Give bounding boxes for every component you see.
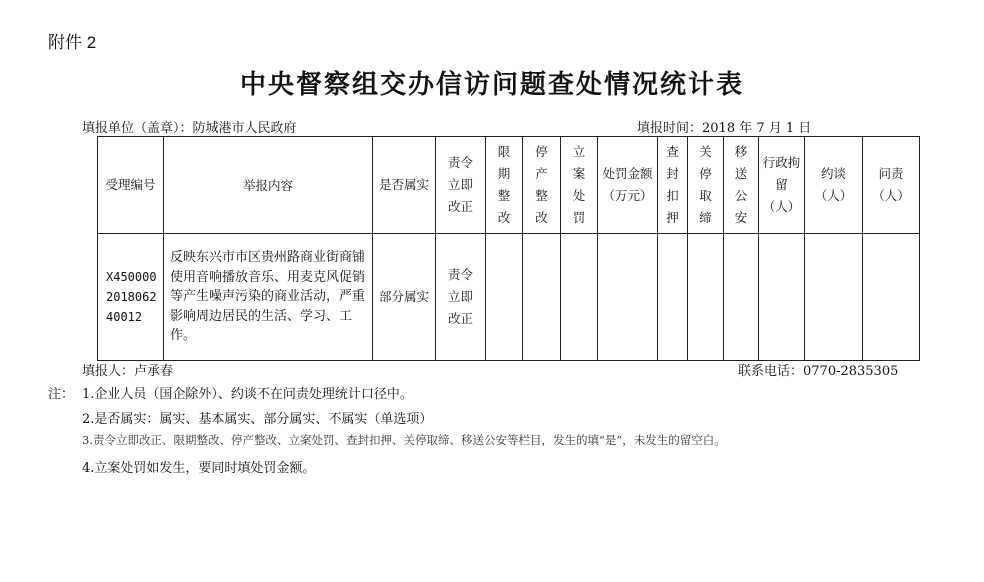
header-verified: 是否属实 bbox=[373, 137, 436, 234]
header-seize: 查封扣押 bbox=[658, 137, 688, 234]
cell-rectify: 责令立即改正 bbox=[436, 234, 486, 361]
table-header-row bbox=[98, 137, 920, 234]
page-title: 中央督察组交办信访问题查处情况统计表 bbox=[239, 70, 744, 100]
cell-detain bbox=[759, 234, 805, 361]
cell-seize bbox=[658, 234, 688, 361]
cell-verified: 部分属实 bbox=[373, 234, 436, 361]
contact-phone: 联系电话：0770-2835305 bbox=[738, 364, 899, 379]
header-file-penalty: 立案处罚 bbox=[561, 137, 598, 234]
header-suspend: 停产整改 bbox=[523, 137, 561, 234]
cell-case-no: X450000201806240012 bbox=[98, 234, 164, 361]
statistics-table bbox=[97, 136, 920, 361]
report-date: 填报时间：2018 年 7 月 1 日 bbox=[637, 121, 812, 136]
note-3: 3.责令立即改正、限期整改、停产整改、立案处罚、查封扣押、关停取缔、移送公安等栏目，发生的填“是”，未发生的留空白。 bbox=[82, 433, 726, 447]
header-detain: 行政拘留（人） bbox=[759, 137, 805, 234]
cell-deadline bbox=[486, 234, 523, 361]
cell-suspend bbox=[523, 234, 561, 361]
cell-transfer bbox=[724, 234, 759, 361]
notes-label: 注： bbox=[48, 387, 75, 402]
cell-close bbox=[688, 234, 724, 361]
cell-fine bbox=[598, 234, 658, 361]
header-case-no: 受理编号 bbox=[98, 137, 164, 234]
reporting-unit: 填报单位（盖章）：防城港市人民政府 bbox=[82, 121, 297, 136]
header-transfer: 移送公安 bbox=[724, 137, 759, 234]
cell-content: 反映东兴市市区贵州路商业街商铺使用音响播放音乐、用麦克风促销等产生噪声污染的商业活动，严重影响周边居民的生活、学习、工作。 bbox=[164, 234, 373, 361]
header-close: 关停取缔 bbox=[688, 137, 724, 234]
cell-accountability bbox=[863, 234, 920, 361]
note-4: 4.立案处罚如发生，要同时填处罚金额。 bbox=[82, 461, 316, 476]
note-2: 2.是否属实：属实、基本属实、部分属实、不属实（单选项） bbox=[82, 412, 433, 427]
table-row bbox=[98, 234, 920, 361]
header-rectify: 责令立即改正 bbox=[436, 137, 486, 234]
note-1: 1.企业人员（国企除外）、约谈不在问责处理统计口径中。 bbox=[82, 387, 413, 402]
filler-name: 填报人：卢承春 bbox=[82, 364, 174, 379]
header-accountability: 问责（人） bbox=[863, 137, 920, 234]
header-content: 举报内容 bbox=[164, 137, 373, 234]
header-fine: 处罚金额（万元） bbox=[598, 137, 658, 234]
header-deadline: 限期整改 bbox=[486, 137, 523, 234]
cell-interview bbox=[805, 234, 863, 361]
cell-file-penalty bbox=[561, 234, 598, 361]
attachment-label: 附件 2 bbox=[48, 33, 97, 52]
header-interview: 约谈（人） bbox=[805, 137, 863, 234]
